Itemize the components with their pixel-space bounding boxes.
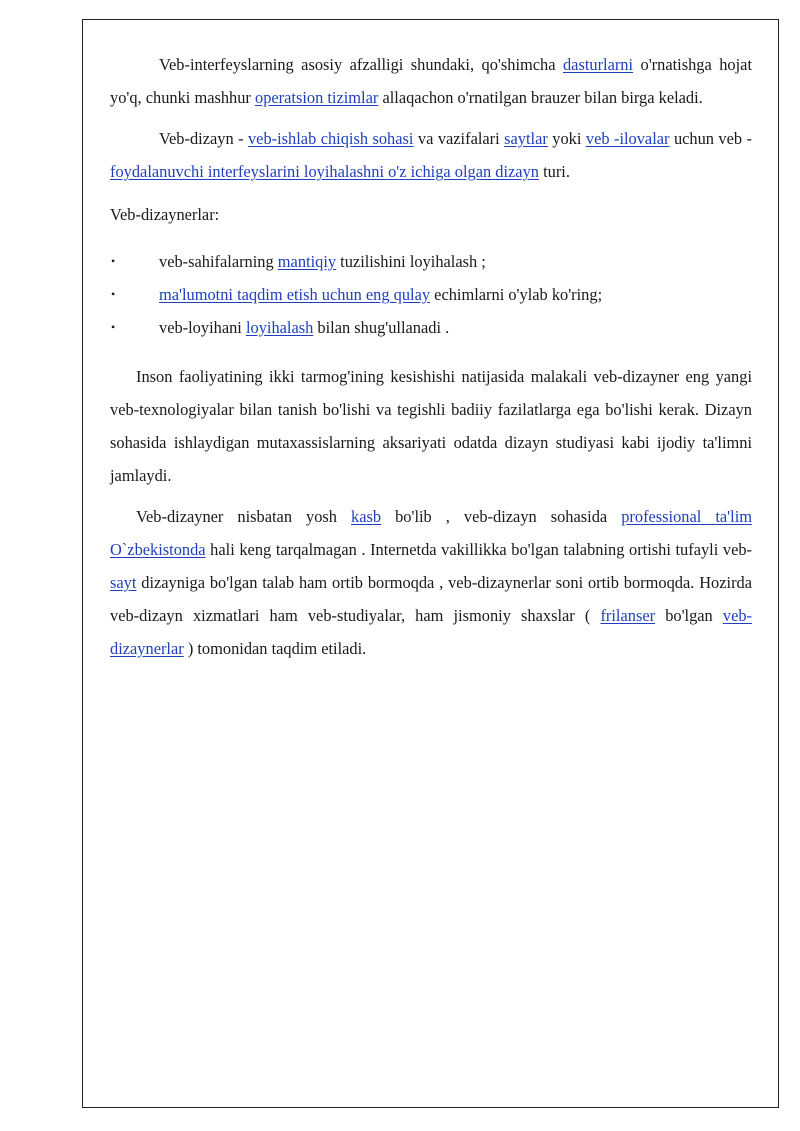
text: tuzilishini loyihalash ;: [336, 252, 486, 271]
text: dizayniga bo'lgan talab ham ortib bormoqda , veb-dizaynerlar soni ortib bormoqda. Hozirda veb-dizayn xizmatlari ham veb-studiyalar, ham jismoniy shaxslar (: [110, 573, 752, 625]
link-frilanser[interactable]: frilanser: [600, 606, 656, 625]
link-malumotni-taqdim[interactable]: ma'lumotni taqdim etish uchun eng qulay: [159, 285, 431, 304]
document-body: [110, 48, 752, 665]
text: veb-loyihani: [159, 318, 246, 337]
bullet-list: [110, 245, 752, 344]
link-kasb[interactable]: kasb: [351, 507, 382, 526]
link-saytlar[interactable]: saytlar: [504, 129, 548, 148]
bullet-icon: •: [111, 254, 116, 268]
text: yoki: [547, 129, 586, 148]
link-foydalanuvchi-interfeyslari[interactable]: foydalanuvchi interfeyslarini loyihalashni o'z ichiga olgan dizayn: [110, 162, 539, 181]
paragraph-market: [110, 500, 752, 665]
text: bilan shug'ullanadi .: [313, 318, 450, 337]
link-operatsion-tizimlar[interactable]: operatsion tizimlar: [255, 88, 379, 107]
text: Inson faoliyatining ikki tarmog'ining kesishishi natijasida malakali veb-dizayner eng yangi veb-texnologiyalar bilan tanish bo'lishi va tegishli badiiy fazilatlarga ega bo'lishi kerak. Dizayn sohasida ishlaydigan mutaxassislarning aksariyati odatda dizayn studiyasi kabi ijodiy ta'limni jamlaydi.: [110, 367, 752, 485]
section-label: Veb-dizaynerlar:: [110, 205, 220, 224]
text: veb-sahifalarning: [159, 252, 278, 271]
paragraph-intro: [110, 48, 752, 114]
link-veb-ishlab-chiqish[interactable]: veb-ishlab chiqish sohasi: [247, 129, 414, 148]
list-item: [110, 278, 752, 311]
link-loyihalash[interactable]: loyihalash: [245, 318, 314, 337]
text: o'rnatishga hojat yo'q, chunki mashhur: [110, 55, 752, 107]
text: uchun veb -: [669, 129, 752, 148]
text: allaqachon o'rnatilgan brauzer bilan birga keladi.: [378, 88, 703, 107]
text: hali keng tarqalmagan . Internetda vakillikka bo'lgan talabning ortishi tufayli veb-: [205, 540, 752, 559]
paragraph-definition: [110, 122, 752, 188]
text: echimlarni o'ylab ko'ring;: [430, 285, 603, 304]
text: bo'lib , veb-dizayn sohasida: [381, 507, 622, 526]
text: Veb-dizayner nisbatan yosh: [136, 507, 352, 526]
bullet-icon: •: [111, 320, 116, 334]
text: bo'lgan: [655, 606, 723, 625]
text: Veb-interfeyslarning asosiy afzalligi shundaki, qo'shimcha: [159, 55, 563, 74]
list-item: [110, 311, 752, 344]
text: turi.: [538, 162, 570, 181]
bullet-icon: •: [111, 287, 116, 301]
text: Veb-dizayn -: [159, 129, 248, 148]
link-dasturlarni[interactable]: dasturlarni: [562, 55, 634, 74]
link-professional-talim[interactable]: professional ta'lim O`zbekistonda: [110, 507, 752, 559]
link-veb-dizaynerlar[interactable]: veb-dizaynerlar: [110, 606, 753, 658]
link-sayt[interactable]: sayt: [110, 573, 137, 592]
text: va vazifalari: [413, 129, 505, 148]
list-item: [110, 245, 752, 278]
link-mantiqiy[interactable]: mantiqiy: [277, 252, 337, 271]
paragraph-profession: [110, 360, 752, 492]
link-veb-ilovalar[interactable]: veb -ilovalar: [585, 129, 670, 148]
text: ) tomonidan taqdim etiladi.: [183, 639, 367, 658]
